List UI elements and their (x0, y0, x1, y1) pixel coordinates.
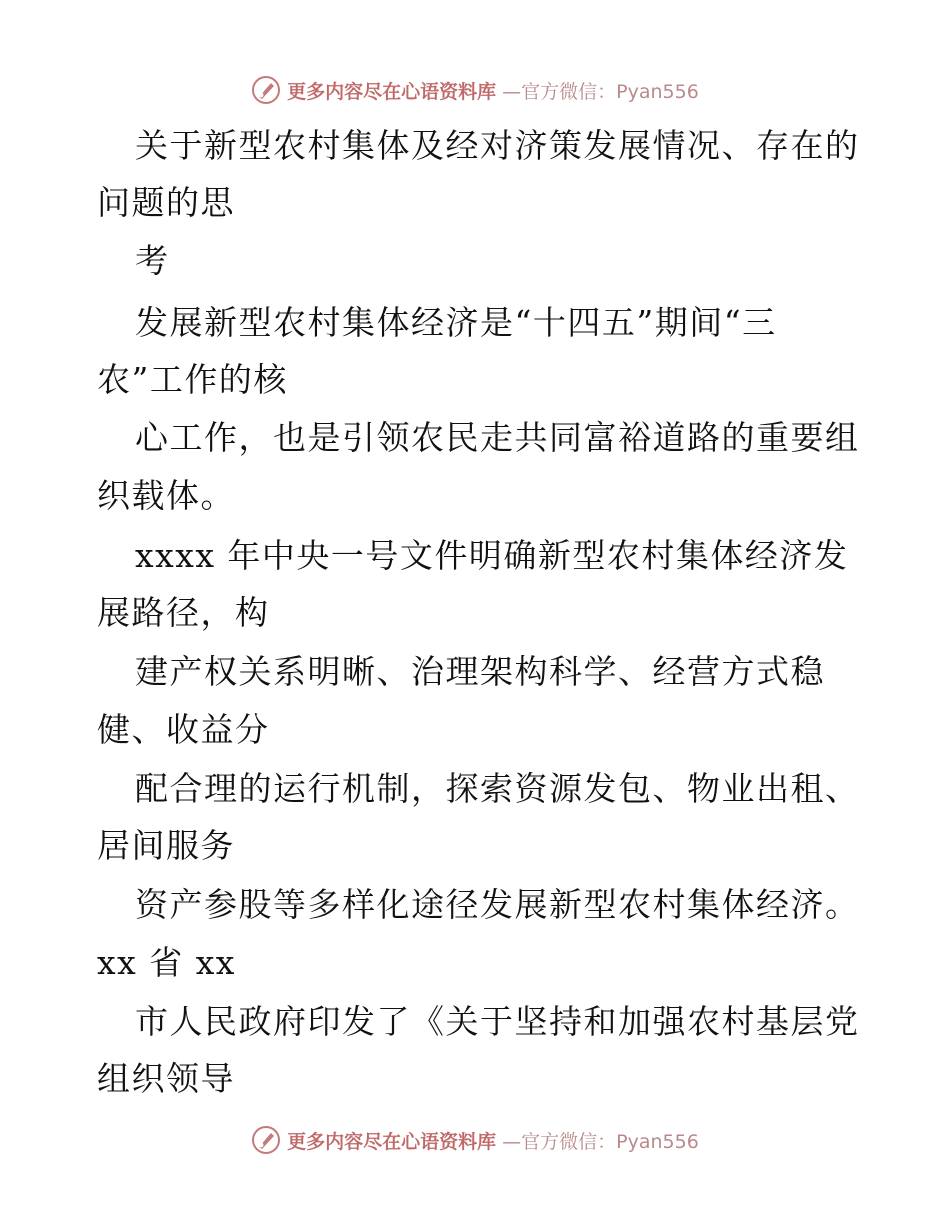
body-line: xx 省 xx (97, 943, 236, 982)
footer-watermark (0, 1120, 950, 1160)
quill-logo-icon (251, 1125, 281, 1155)
body-line: 配合理的运行机制，探索资源发包、物业出租、 (135, 769, 860, 808)
body-line: 建产权关系明晰、治理架构科学、经营方式稳 (135, 652, 825, 691)
watermark-main-text: 更多内容尽在心语资料库 (287, 80, 497, 103)
watermark-main-text: 更多内容尽在心语资料库 (287, 1130, 497, 1153)
quill-logo-icon (251, 75, 281, 105)
body-line: 织载体。 (97, 476, 235, 515)
watermark-wechat-text: —官方微信：Pyan556 (502, 1130, 699, 1153)
body-line: 考 (135, 241, 170, 280)
body-line: 健、收益分 (97, 710, 270, 749)
body-line: 市人民政府印发了《关于坚持和加强农村基层党 (135, 1002, 860, 1041)
body-line: 问题的思 (97, 183, 235, 222)
body-line: 展路径，构 (97, 593, 270, 632)
body-line: 关于新型农村集体及经对济策发展情况、存在的 (135, 126, 860, 165)
body-line: 农”工作的核 (97, 360, 288, 399)
body-line: 组织领导 (97, 1059, 235, 1098)
watermark-wechat-text: —官方微信：Pyan556 (502, 80, 699, 103)
header-watermark (0, 70, 950, 110)
body-line: 居间服务 (97, 826, 235, 865)
body-line: 资产参股等多样化途径发展新型农村集体经济。 (135, 885, 860, 924)
body-line: xxxx 年中央一号文件明确新型农村集体经济发 (135, 536, 849, 575)
body-line: 心工作，也是引领农民走共同富裕道路的重要组 (135, 418, 860, 457)
body-line: 发展新型农村集体经济是“十四五”期间“三 (135, 303, 777, 342)
